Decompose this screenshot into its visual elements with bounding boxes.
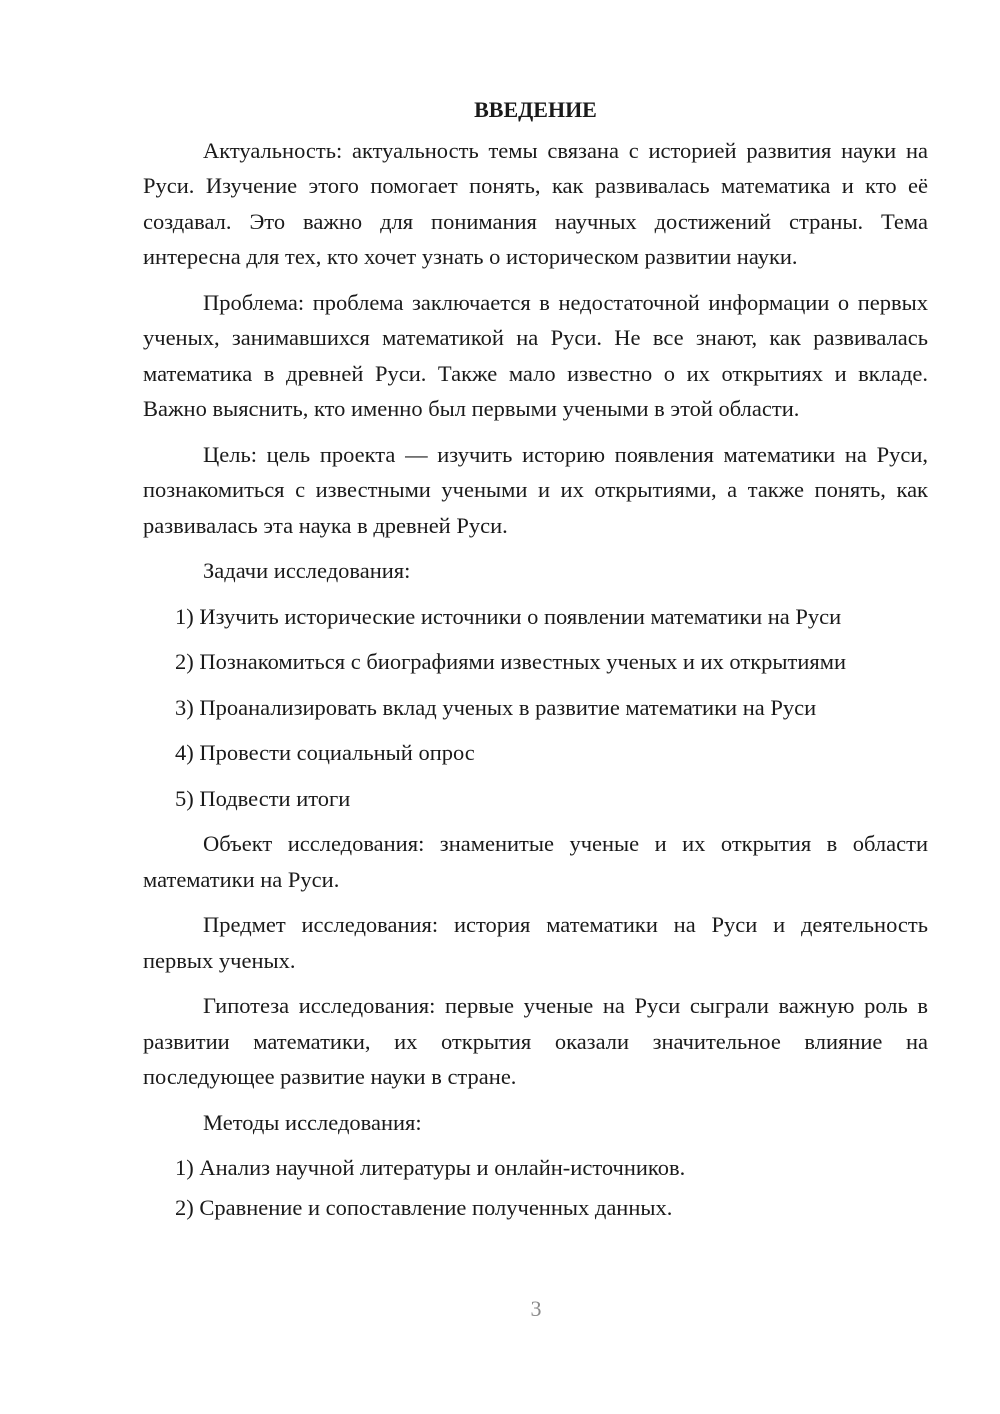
- object-paragraph: Объект исследования: знаменитые ученые и их открытия в области математики на Руси.: [143, 831, 928, 892]
- tasks-heading: Задачи исследования:: [203, 558, 411, 583]
- list-item: 5) Подвести итоги: [175, 785, 351, 811]
- methods-list: [143, 1150, 928, 1225]
- methods-heading: Методы исследования:: [203, 1109, 422, 1135]
- tasks-list: [143, 599, 928, 817]
- list-item: 3) Проанализировать вклад ученых в развитие математики на Руси: [175, 694, 817, 720]
- list-item: 4) Провести социальный опрос: [175, 740, 475, 765]
- page-number: 3: [530, 1296, 542, 1321]
- problem-paragraph: Проблема: проблема заключается в недостаточной информации о первых ученых, занимавшихся математикой на Руси. Не все знают, как развивалась математика в древней Руси. Также мало известно о их открытиях и вкладе. Важно выяснить, кто именно был первыми учеными в этой области.: [143, 289, 928, 421]
- subject-paragraph: Предмет исследования: история математики на Руси и деятельность первых ученых.: [143, 912, 928, 973]
- page-title: ВВЕДЕНИЕ: [474, 97, 597, 122]
- hypothesis-paragraph: Гипотеза исследования: первые ученые на Руси сыграли важную роль в развитии математики, их открытия оказали значительное влияние на последующее развитие науки в стране.: [143, 993, 928, 1089]
- list-item: 1) Изучить исторические источники о появлении математики на Руси: [175, 603, 842, 629]
- document-page: [143, 92, 928, 1229]
- relevance-paragraph: Актуальность: актуальность темы связана с историей развития науки на Руси. Изучение этого помогает понять, как развивалась математика и кто её создавал. Это важно для понимания научных достижений страны. Тема интересна для тех, кто хочет узнать о историческом развитии науки.: [143, 137, 928, 269]
- list-item: 2) Сравнение и сопоставление полученных данных.: [175, 1194, 673, 1220]
- list-item: 2) Познакомиться с биографиями известных ученых и их открытиями: [175, 649, 846, 674]
- list-item: 1) Анализ научной литературы и онлайн-источников.: [175, 1155, 686, 1180]
- goal-paragraph: Цель: цель проекта — изучить историю появления математики на Руси, познакомиться с известными учеными и их открытиями, а также понять, как развивалась эта наука в древней Руси.: [143, 441, 928, 538]
